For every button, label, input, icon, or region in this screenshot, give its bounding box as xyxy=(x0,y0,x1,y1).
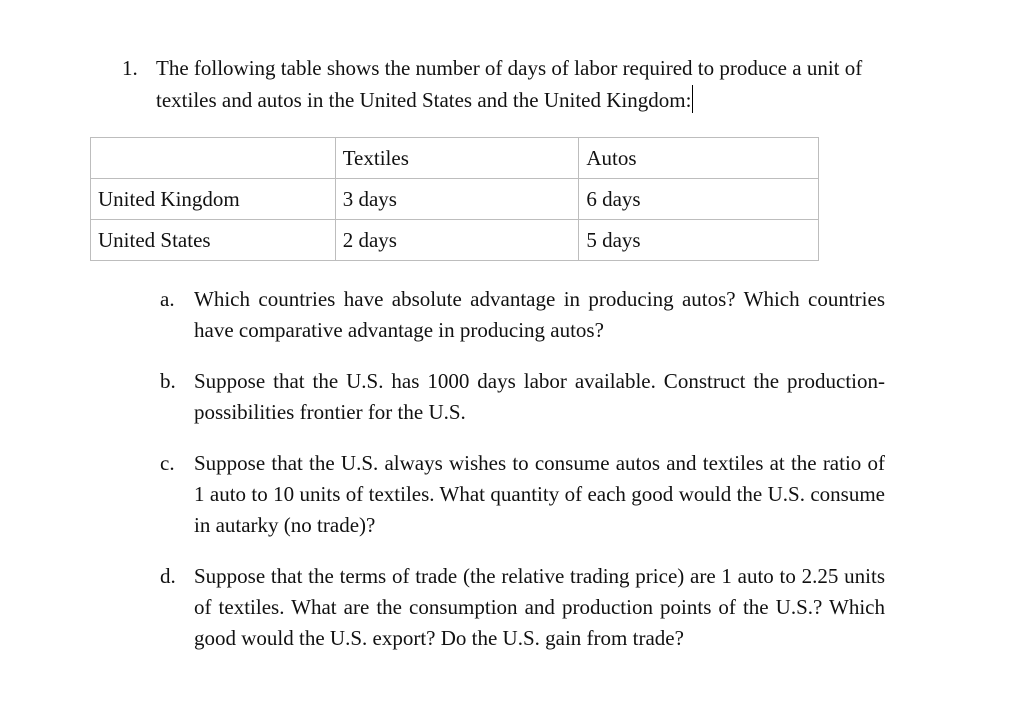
subquestion-text: Suppose that the terms of trade (the relative trading price) are 1 auto to 2.25 units of textiles. What are the consumption and production points of the U.S.? Which good would the U.S. export? Do the U.S. gain from trade? xyxy=(194,564,885,650)
subquestion-text: Which countries have absolute advantage in producing autos? Which countries have comparative advantage in producing autos? xyxy=(194,287,885,342)
table-row xyxy=(91,220,819,261)
text-cursor xyxy=(692,85,693,113)
labor-days-table xyxy=(90,137,819,261)
question-text[interactable]: The following table shows the number of days of labor required to produce a unit of textiles and autos in the United States and the United Kingdom: xyxy=(156,56,863,112)
subquestion-c xyxy=(160,448,885,541)
table-cell: United Kingdom xyxy=(91,179,336,220)
table-cell: 3 days xyxy=(335,179,579,220)
subquestion-text: Suppose that the U.S. always wishes to consume autos and textiles at the ratio of 1 auto to 10 units of textiles. What quantity of each good would the U.S. consume in autarky (no trade)? xyxy=(194,451,885,537)
table-header-cell: Autos xyxy=(579,138,819,179)
table-cell: 5 days xyxy=(579,220,819,261)
question-number: 1. xyxy=(122,56,138,80)
subquestion-label: b. xyxy=(160,369,176,393)
subquestion-label: a. xyxy=(160,287,175,311)
table-header-cell: Textiles xyxy=(335,138,579,179)
table-row xyxy=(91,179,819,220)
table-cell: 2 days xyxy=(335,220,579,261)
subquestion-label: c. xyxy=(160,451,175,475)
table-cell: 6 days xyxy=(579,179,819,220)
table-header-row xyxy=(91,138,819,179)
subquestion-d xyxy=(160,561,885,654)
subquestion-a xyxy=(160,284,885,346)
subquestion-b xyxy=(160,366,885,428)
question-1 xyxy=(122,52,902,116)
subquestion-text: Suppose that the U.S. has 1000 days labor available. Construct the production-possibilities frontier for the U.S. xyxy=(194,369,885,424)
subquestion-label: d. xyxy=(160,564,176,588)
table-cell: United States xyxy=(91,220,336,261)
table-header-cell xyxy=(91,138,336,179)
